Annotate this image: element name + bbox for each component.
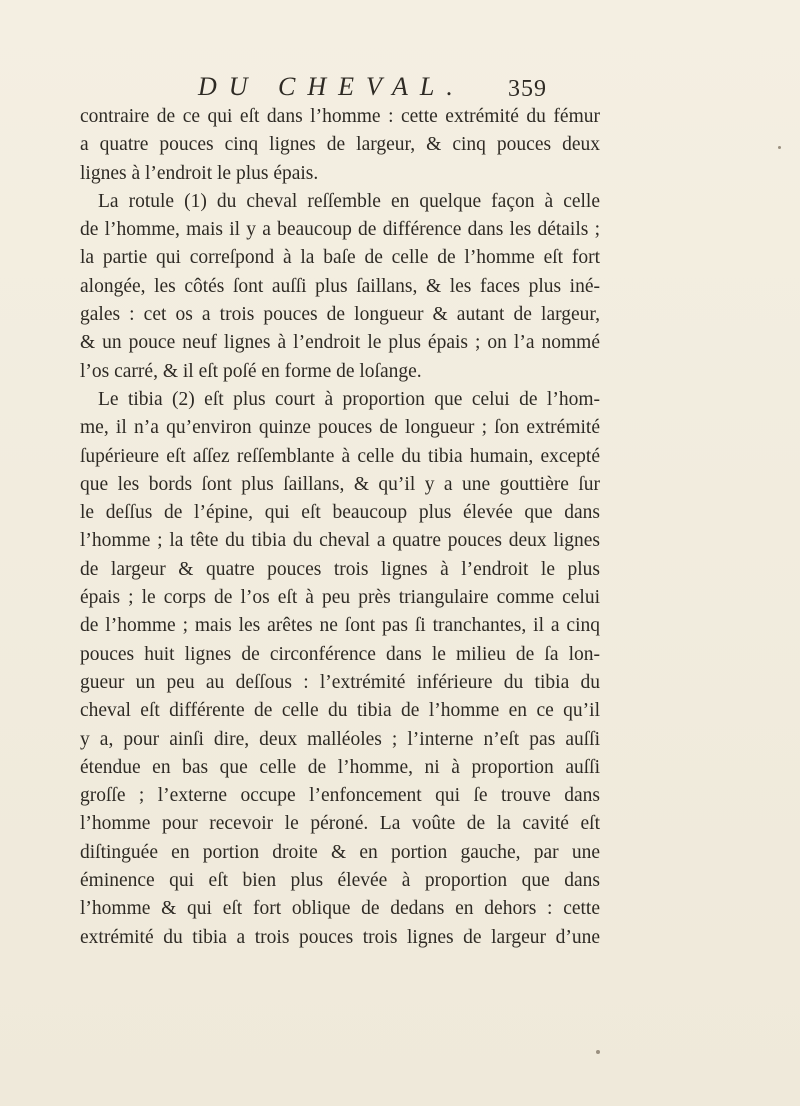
text-line: alongée, les côtés ſont auſſi plus ſaillans, & les faces plus iné- — [80, 275, 600, 297]
text-line: y a, pour ainſi dire, deux malléoles ; l’interne n’eſt pas auſſi — [80, 728, 600, 750]
text-line: me, il n’a qu’environ quinze pouces de longueur ; ſon extrémité — [80, 417, 600, 439]
text-line: de l’homme, mais il y a beaucoup de différence dans les détails ; — [80, 219, 600, 241]
running-title: DU CHEVAL. — [198, 72, 465, 101]
text-line: de l’homme ; mais les arêtes ne ſont pas ſi tranchantes, il a cinq — [80, 615, 600, 637]
text-line: & un pouce neuf lignes à l’endroit le plus épais ; on l’a nommé — [80, 332, 600, 354]
text-line: que les bords ſont plus ſaillans, & qu’il y a une gouttière ſur — [80, 473, 600, 495]
text-line: épais ; le corps de l’os eſt à peu près triangulaire comme celui — [80, 587, 600, 609]
text-line: l’homme pour recevoir le péroné. La voûte de la cavité eſt — [80, 813, 600, 835]
text-line: groſſe ; l’externe occupe l’enfoncement qui ſe trouve dans — [80, 785, 600, 807]
text-line: Le tibia (2) eſt plus court à proportion que celui de l’hom- — [98, 388, 600, 410]
text-line: gales : cet os a trois pouces de longueur & autant de largeur, — [80, 304, 600, 326]
paper-speck — [596, 1050, 600, 1054]
running-head — [80, 68, 600, 108]
text-line: le deſſus de l’épine, qui eſt beaucoup plus élevée que dans — [80, 502, 600, 524]
text-line: étendue en bas que celle de l’homme, ni à proportion auſſi — [80, 756, 600, 778]
text-line: l’homme ; la tête du tibia du cheval a quatre pouces deux lignes — [80, 530, 600, 552]
text-line: gueur un peu au deſſous : l’extrémité inférieure du tibia du — [80, 671, 600, 693]
text-line: la partie qui correſpond à la baſe de celle de l’homme eſt fort — [80, 247, 600, 269]
text-line: pouces huit lignes de circonférence dans le milieu de ſa lon- — [80, 643, 600, 665]
text-line: diſtinguée en portion droite & en portion gauche, par une — [80, 841, 600, 863]
page-number: 359 — [508, 76, 547, 102]
text-line: ſupérieure eſt aſſez reſſemblante à celle du tibia humain, excepté — [80, 445, 600, 467]
text-line: a quatre pouces cinq lignes de largeur, & cinq pouces deux — [80, 134, 600, 156]
paper-speck — [778, 146, 781, 149]
text-line: cheval eſt différente de celle du tibia de l’homme en ce qu’il — [80, 700, 600, 722]
text-line: l’os carré, & il eſt poſé en forme de loſange. — [80, 360, 422, 382]
text-line: La rotule (1) du cheval reſſemble en quelque façon à celle — [98, 190, 600, 212]
text-line: l’homme & qui eſt fort oblique de dedans en dehors : cette — [80, 898, 600, 920]
text-line: de largeur & quatre pouces trois lignes à l’endroit le plus — [80, 558, 600, 580]
body-text — [80, 103, 600, 952]
text-line: extrémité du tibia a trois pouces trois lignes de largeur d’une — [80, 926, 600, 948]
text-line: éminence qui eſt bien plus élevée à proportion que dans — [80, 870, 600, 892]
text-line: contraire de ce qui eſt dans l’homme : cette extrémité du fémur — [80, 106, 600, 127]
text-line: lignes à l’endroit le plus épais. — [80, 162, 319, 184]
